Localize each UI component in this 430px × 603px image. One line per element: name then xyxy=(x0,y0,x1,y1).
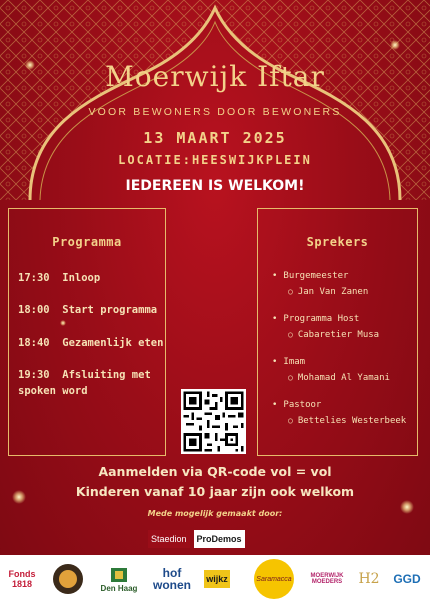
h2-logo: H2 xyxy=(358,571,380,587)
speaker-role: • Imam xyxy=(272,355,390,370)
staedion-logo: Staedion xyxy=(148,530,190,548)
speaker-item xyxy=(272,355,390,386)
event-date: 13 MAART 2025 xyxy=(143,129,287,147)
saramacca-label: Saramacca xyxy=(254,559,294,599)
programma-heading: Programma xyxy=(52,235,122,249)
programma-label: Inloop xyxy=(62,272,101,284)
programma-time: 17:30 xyxy=(18,272,50,284)
programma-item xyxy=(18,302,168,318)
welcome-text: IEDEREEN IS WELKOM! xyxy=(125,178,305,194)
event-subtitle: VOOR BEWONERS DOOR BEWONERS xyxy=(88,106,342,118)
speaker-item xyxy=(272,312,379,343)
programma-item xyxy=(18,270,168,286)
sprekers-heading: Sprekers xyxy=(306,235,369,249)
wijkz-label: wijkz xyxy=(204,570,230,588)
speaker-name: ○ Jan Van Zanen xyxy=(272,284,368,300)
registration-qr-code[interactable] xyxy=(181,389,246,454)
speaker-name: ○ Bettelies Westerbeek xyxy=(272,413,406,429)
registration-line: Aanmelden via QR-code vol = vol xyxy=(98,464,332,479)
programma-time: 19:30 xyxy=(18,369,50,381)
den-haag-label: Den Haag xyxy=(100,583,138,593)
event-title: Moerwijk Iftar xyxy=(105,60,325,93)
programma-time: 18:00 xyxy=(18,304,50,316)
speaker-name: ○ Mohamad Al Yamani xyxy=(272,370,390,386)
registration-info xyxy=(0,462,430,502)
sparkle xyxy=(390,40,400,50)
prodemos-logo: ProDemos xyxy=(194,530,245,548)
hofwonen-logo: hof wonen xyxy=(153,566,191,592)
wijkz-logo xyxy=(204,559,230,599)
programma-box xyxy=(8,208,166,456)
sponsor-logo-strip xyxy=(0,555,430,603)
event-location: LOCATIE:HEESWIJKPLEIN xyxy=(118,153,312,167)
speaker-item xyxy=(272,398,406,429)
fonds-1818-logo: Fonds 1818 xyxy=(8,569,36,589)
ggd-logo: GGD xyxy=(393,572,421,586)
made-possible-text: Mede mogelijk gemaakt door: xyxy=(147,509,283,518)
moerwijk-moeders-logo: MOERWIJK MOEDERS xyxy=(310,573,344,585)
programma-label: Gezamenlijk eten xyxy=(62,337,164,349)
sprekers-box xyxy=(257,208,418,456)
programma-time: 18:40 xyxy=(18,337,50,349)
partner-logos-top xyxy=(148,530,245,548)
speaker-role: • Programma Host xyxy=(272,312,379,327)
programma-item xyxy=(18,367,158,399)
community-logo xyxy=(46,559,90,599)
saramacca-logo xyxy=(250,559,298,599)
speaker-role: • Burgemeester xyxy=(272,269,368,284)
speaker-name: ○ Cabaretier Musa xyxy=(272,327,379,343)
speaker-role: • Pastoor xyxy=(272,398,406,413)
speaker-item xyxy=(272,269,368,300)
den-haag-logo xyxy=(98,559,140,599)
programma-item xyxy=(18,335,168,351)
decorative-arch xyxy=(0,0,430,200)
children-line: Kinderen vanaf 10 jaar zijn ook welkom xyxy=(75,484,355,499)
programma-label: Afsluiting met spoken word xyxy=(18,369,151,397)
programma-label: Start programma xyxy=(62,304,158,316)
